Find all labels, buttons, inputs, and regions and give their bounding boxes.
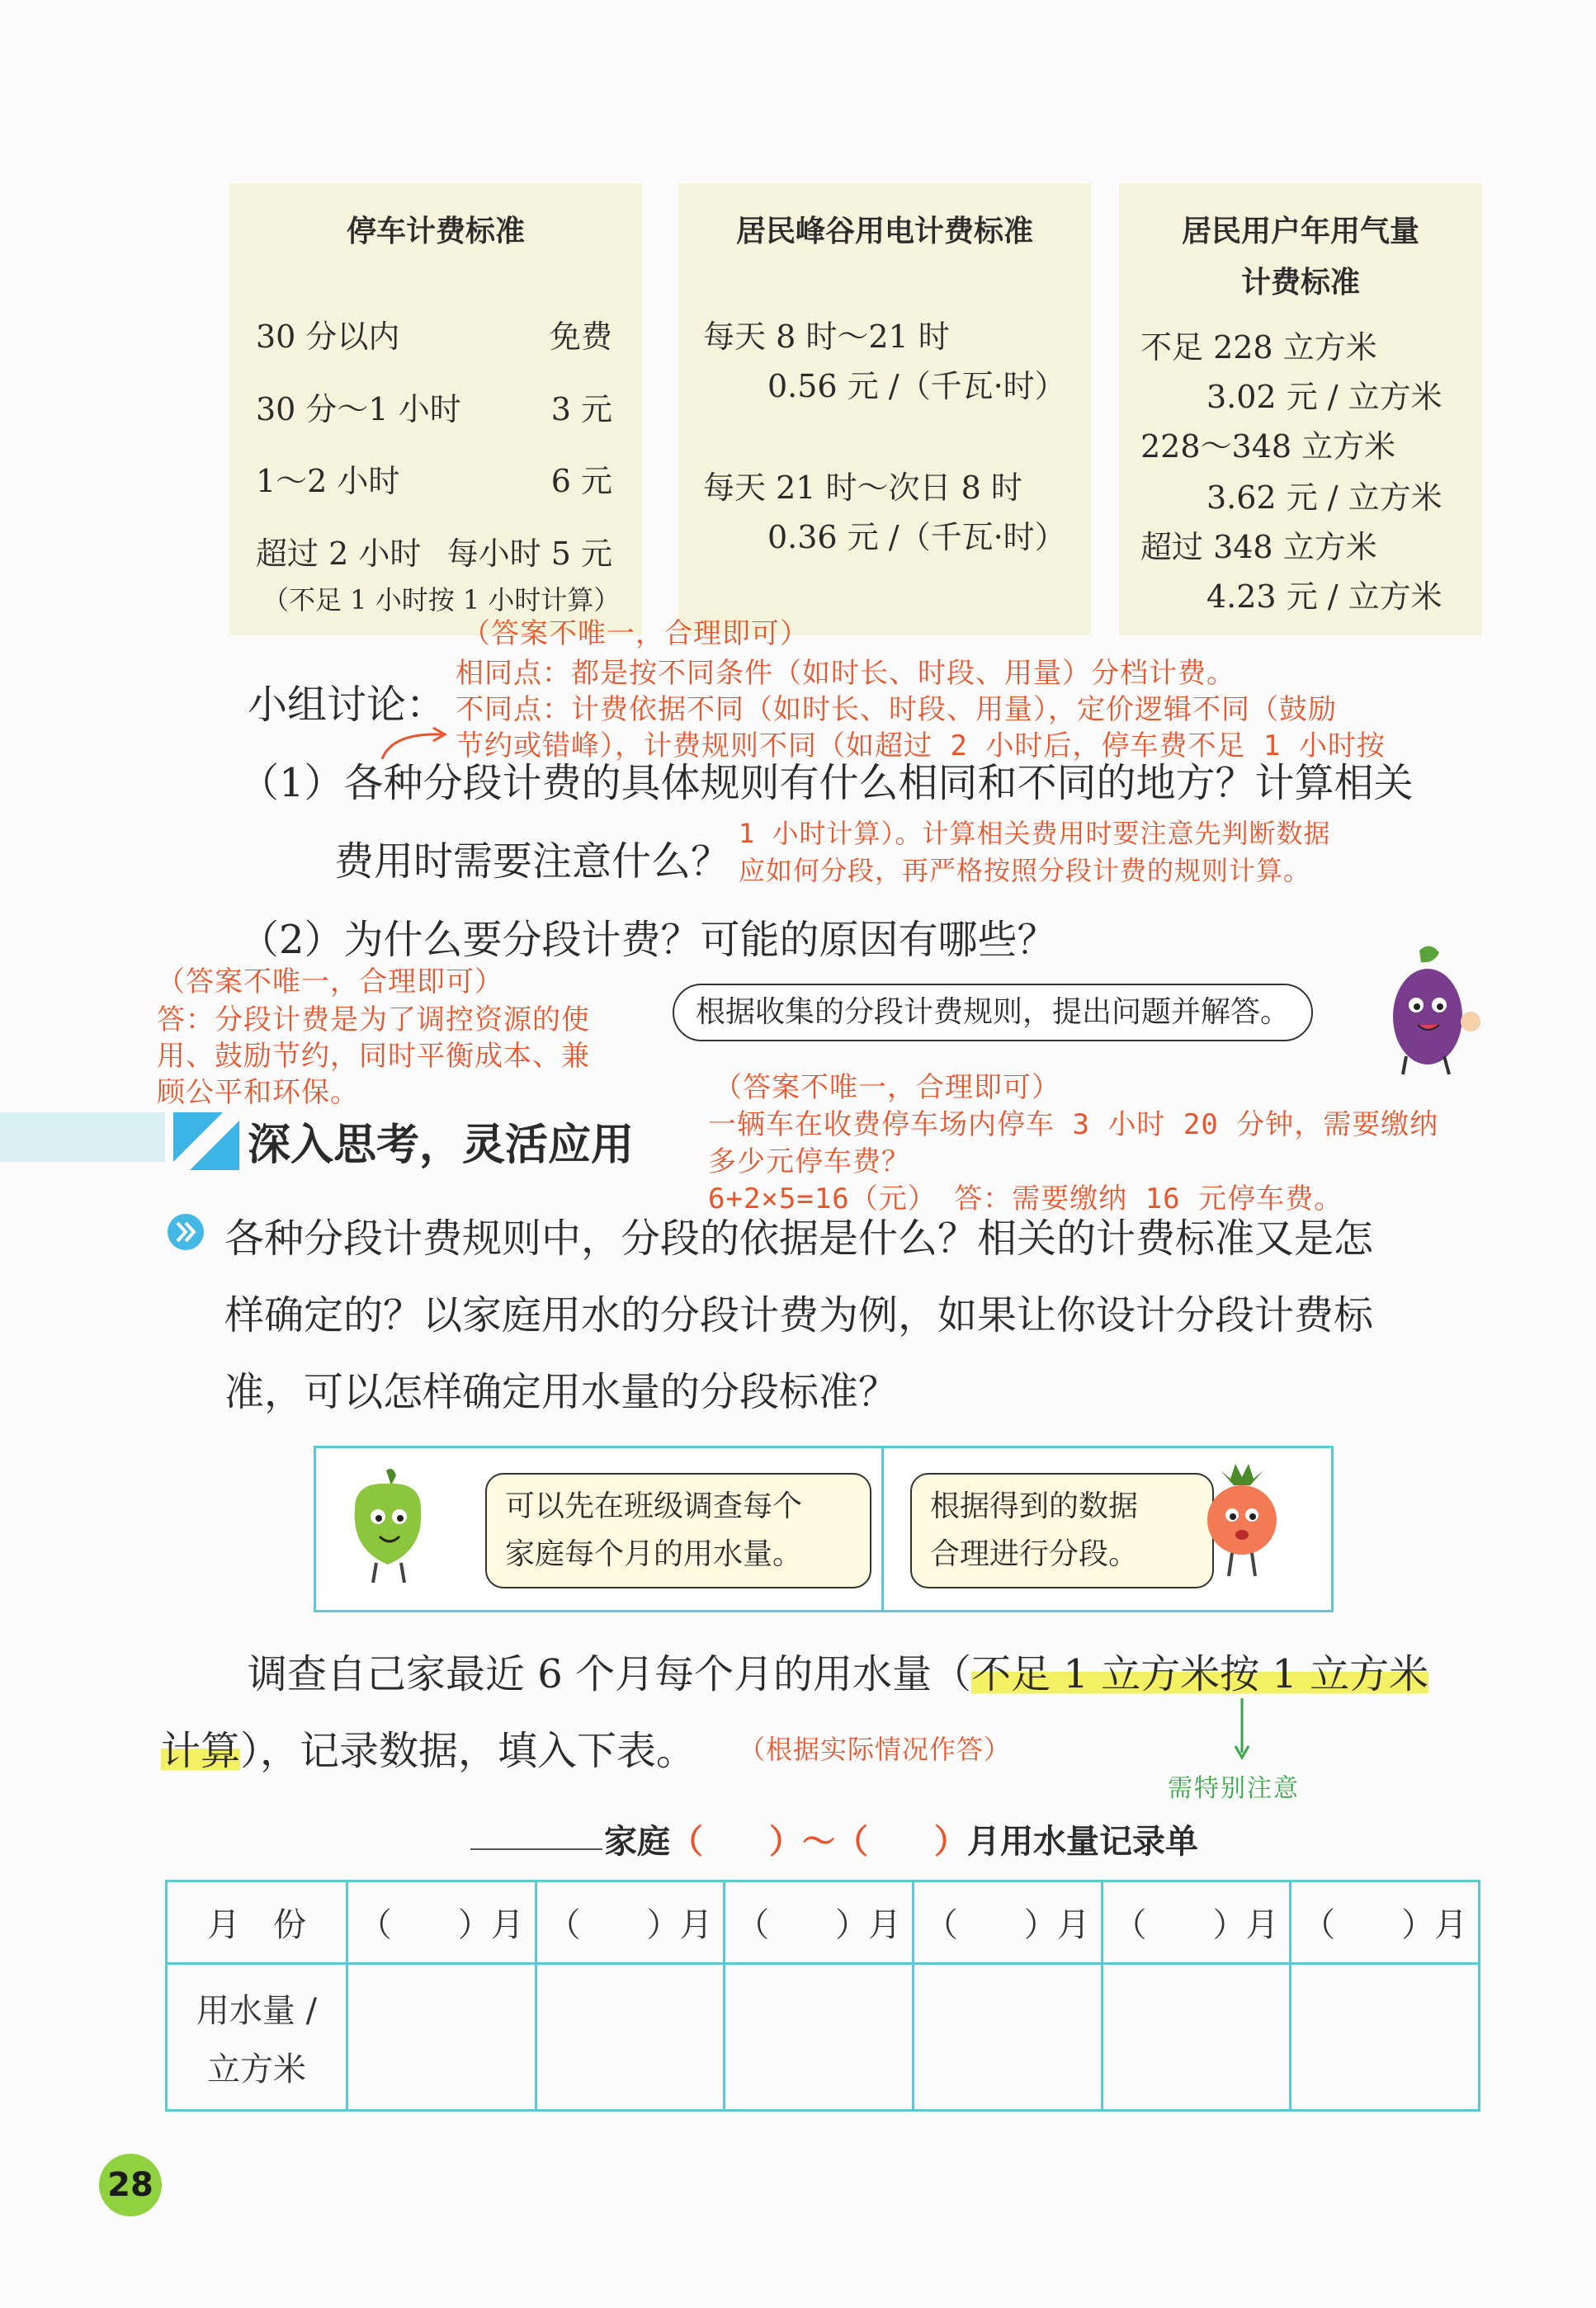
highlighted-rule: 不足 1 立方米按 1 立方米 <box>971 1651 1429 1697</box>
month-cell[interactable]: （ ）月 <box>725 1881 914 1964</box>
gas-tier-2: 228～348 立方米 <box>1140 428 1396 465</box>
question-line-1: 各种分段计费规则中，分段的依据是什么？相关的计费标准又是怎 <box>224 1215 1374 1262</box>
tip-right-line-2: 合理进行分段。 <box>930 1537 1139 1571</box>
usage-cell[interactable] <box>913 1964 1102 2111</box>
usage-cell[interactable] <box>347 1964 536 2111</box>
electricity-fee-title: 居民峰谷用电计费标准 <box>735 215 1033 248</box>
table-title <box>604 1815 1198 1862</box>
section-title: 深入思考，灵活应用 <box>248 1121 635 1170</box>
electricity-period-1: 每天 8 时～21 时 <box>703 319 950 355</box>
answer-reason-1: 答：分段计费是为了调控资源的使 <box>157 1003 590 1036</box>
tip-left-line-2: 家庭每个月的用水量。 <box>505 1537 803 1571</box>
month-cell[interactable]: （ ）月 <box>1102 1881 1291 1964</box>
parking-note: （不足 1 小时按 1 小时计算） <box>262 584 621 616</box>
answer-reason-3: 顾公平和环保。 <box>157 1076 359 1109</box>
tips-divider <box>881 1448 884 1610</box>
month-cell[interactable]: （ ）月 <box>1291 1881 1480 1964</box>
parking-row-value: 每小时 5 元 <box>446 536 612 572</box>
month-cell[interactable]: （ ）月 <box>913 1881 1102 1964</box>
answer-note: （答案不唯一，合理即可） <box>157 965 503 998</box>
gas-fee-title-line2: 计费标准 <box>1240 266 1360 300</box>
tip-right-bubble <box>910 1473 1214 1588</box>
section-icon <box>165 1104 248 1178</box>
special-attention-note: 需特别注意 <box>1168 1774 1300 1803</box>
answer-differences-1: 不同点：计费依据不同（如时长、时段、用量），定价逻辑不同（鼓励 <box>456 693 1337 726</box>
survey-text: 调查自己家最近 6 个月每个月的用水量（ <box>248 1651 972 1697</box>
gas-price-1: 3.02 元 / 立方米 <box>1206 379 1443 415</box>
electricity-price-2: 0.36 元 /（千瓦·时） <box>767 519 1066 555</box>
parking-fee-title: 停车计费标准 <box>346 215 525 248</box>
electricity-fee-box <box>678 183 1091 635</box>
tomato-mascot-icon <box>1192 1461 1291 1584</box>
page-number-badge: 28 <box>99 2154 162 2216</box>
gas-price-3: 4.23 元 / 立方米 <box>1206 578 1443 615</box>
month-cell[interactable]: （ ）月 <box>536 1881 725 1964</box>
question-line-2: 样确定的？以家庭用水的分段计费为例，如果让你设计分段计费标 <box>224 1292 1374 1338</box>
usage-cell[interactable] <box>1291 1964 1480 2111</box>
parking-row-value: 3 元 <box>550 391 612 427</box>
survey-text: ），记录数据，填入下表。 <box>240 1728 696 1774</box>
parking-row-label: 30 分～1 小时 <box>256 391 461 427</box>
name-blank-line <box>470 1848 602 1850</box>
play-icon <box>165 1211 206 1253</box>
answer-calculation-1: 1 小时计算）。计算相关费用时要注意先判断数据 <box>739 818 1331 849</box>
parking-row-label: 超过 2 小时 <box>256 536 422 572</box>
table-row <box>167 1881 1480 1964</box>
table-header-usage: 用水量 / 立方米 <box>167 1964 347 2111</box>
answer-note: （答案不唯一，合理即可） <box>714 1071 1060 1104</box>
tip-right-line-1: 根据得到的数据 <box>930 1489 1139 1523</box>
answer-calculation-2: 应如何分段，再严格按照分段计费的规则计算。 <box>739 855 1311 886</box>
eggplant-speech-bubble <box>673 984 1313 1041</box>
gas-fee-box <box>1119 183 1482 635</box>
highlighted-rule-cont: 计算 <box>161 1728 241 1774</box>
answer-problem-1: 一辆车在收费停车场内停车 3 小时 20 分钟，需要缴纳 <box>708 1108 1439 1141</box>
table-title-months: （ ）～（ ） <box>670 1823 967 1861</box>
answer-solution: 6+2×5=16（元） 答：需要缴纳 16 元停车费。 <box>708 1182 1343 1215</box>
usage-cell[interactable] <box>1102 1964 1291 2111</box>
survey-line-2 <box>161 1719 696 1776</box>
parking-fee-box <box>229 183 642 635</box>
table-title-prefix: 家庭 <box>604 1823 670 1861</box>
discussion-heading: 小组讨论： <box>248 682 446 728</box>
section-banner <box>0 1112 165 1162</box>
parking-row-label: 30 分以内 <box>256 319 400 355</box>
answer-problem-2: 多少元停车费？ <box>708 1145 910 1178</box>
green-pepper-mascot-icon <box>338 1467 437 1591</box>
electricity-price-1: 0.56 元 /（千瓦·时） <box>767 368 1066 404</box>
table-title-suffix: 月用水量记录单 <box>967 1823 1198 1861</box>
eggplant-speech-text: 根据收集的分段计费规则，提出问题并解答。 <box>696 995 1291 1029</box>
usage-cell[interactable] <box>725 1964 914 2111</box>
gas-fee-title-line1: 居民用户年用气量 <box>1181 215 1419 248</box>
table-header-month: 月 份 <box>167 1881 347 1964</box>
gas-tier-3: 超过 348 立方米 <box>1140 529 1377 565</box>
discussion-question-2: （2）为什么要分段计费？可能的原因有哪些？ <box>239 917 1057 963</box>
answer-similarities: 相同点：都是按不同条件（如时长、时段、用量）分档计费。 <box>456 657 1235 690</box>
discussion-question-1-cont: 费用时需要注意什么？ <box>334 838 731 885</box>
month-cell[interactable]: （ ）月 <box>347 1881 536 1964</box>
answer-note: （根据实际情况作答） <box>739 1734 1012 1765</box>
arrow-down-icon <box>1230 1698 1254 1764</box>
discussion-question-1: （1）各种分段计费的具体规则有什么相同和不同的地方？计算相关 <box>239 760 1414 806</box>
eggplant-mascot-icon <box>1370 941 1485 1081</box>
table-row <box>167 1964 1480 2111</box>
tip-left-line-1: 可以先在班级调查每个 <box>505 1489 803 1523</box>
answer-differences-2: 节约或错峰），计费规则不同（如超过 2 小时后，停车费不足 1 小时按 <box>456 729 1386 762</box>
parking-row-value: 6 元 <box>550 463 612 499</box>
survey-line-1 <box>248 1642 1428 1699</box>
gas-tier-1: 不足 228 立方米 <box>1140 329 1377 366</box>
electricity-period-2: 每天 21 时～次日 8 时 <box>703 470 1022 506</box>
question-line-3: 准，可以怎样确定用水量的分段标准？ <box>224 1369 899 1415</box>
gas-price-2: 3.62 元 / 立方米 <box>1206 479 1443 516</box>
parking-row-label: 1～2 小时 <box>256 463 400 499</box>
parking-row-value: 免费 <box>549 319 612 355</box>
usage-cell[interactable] <box>536 1964 725 2111</box>
tip-left-bubble <box>485 1473 871 1588</box>
answer-reason-2: 用、鼓励节约，同时平衡成本、兼 <box>157 1040 590 1073</box>
answer-note: （答案不唯一，合理即可） <box>462 617 809 650</box>
water-usage-table <box>165 1880 1480 2112</box>
